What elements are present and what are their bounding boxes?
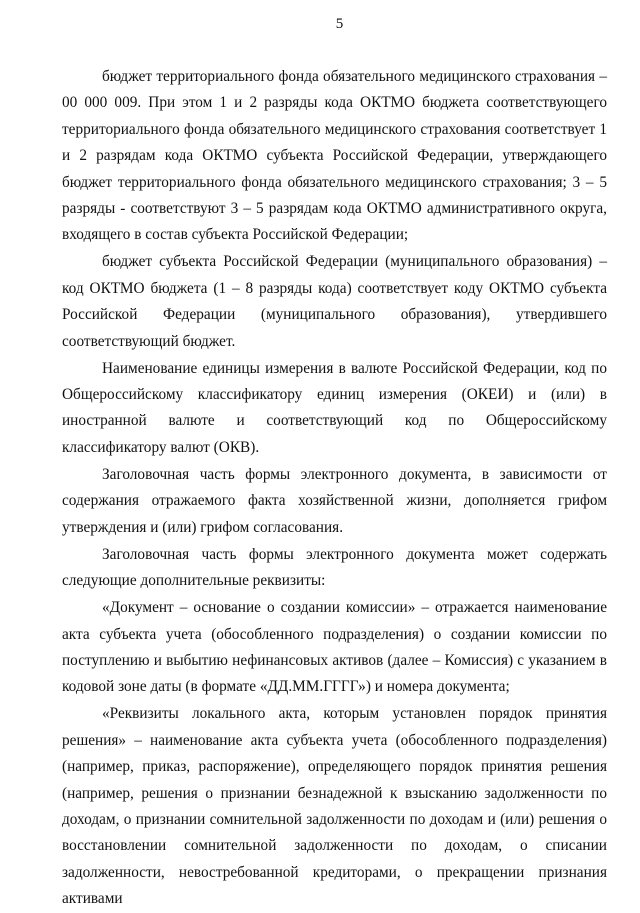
paragraph-commission-document: «Документ – основание о создании комиссии» – отражается наименование акта субъекта учета (обособленного подразделения) о создании комиссии по поступлению и выбытию нефинансовых активов (далее – Комиссия) с указанием в кодовой зоне даты (в формате «ДД.ММ.ГГГГ») и номера документа; [62, 599, 607, 696]
paragraph-currency-unit: Наименование единицы измерения в валюте Российской Федерации, код по Общероссийскому классификатору единиц измерения (ОКЕИ) и (или) в иностранной валюте и соответствующий код по Общероссийскому классификатору валют (ОКВ). [62, 359, 607, 456]
paragraph-budget-subject: бюджет субъекта Российской Федерации (муниципального образования) – код ОКТМО бюджета (1 – 8 разряды кода) соответствует коду ОКТМО субъекта Российской Федерации (муниципального образования), утвердившего соответствующий бюджет. [62, 253, 607, 350]
paragraph-additional-requisites: Заголовочная часть формы электронного документа может содержать следующие дополнительные реквизиты: [62, 545, 607, 590]
paragraph-header-stamps: Заголовочная часть формы электронного документа, в зависимости от содержания отражаемого факта хозяйственной жизни, дополняется грифом утверждения и (или) грифом согласования. [62, 465, 607, 536]
paragraph-budget-tfoms: бюджет территориального фонда обязательного медицинского страхования – 00 000 009. При этом 1 и 2 разряды кода ОКТМО бюджета соответствующего территориального фонда обязательного медицинского страхования соответствует 1 и 2 разрядам кода ОКТМО субъекта Российской Федерации, утверждающего бюджет территориального фонда обязательного медицинского страхования; 3 – 5 разряды - соответствуют 3 – 5 разрядам кода ОКТМО административного округа, входящего в состав субъекта Российской Федерации; [62, 68, 607, 244]
page-number: 5 [335, 16, 344, 32]
paragraph-local-act-requisites: «Реквизиты локального акта, которым установлен порядок принятия решения» – наименование акта субъекта учета (обособленного подразделения) (например, приказ, распоряжение), определяющего порядок принятия решения (например, решения о признании безнадежной к взысканию задолженности по доходам, о признании сомнительной задолженности по доходам и (или) решения о восстановлении сомнительной задолженности по доходам, о списании задолженности, невостребованной кредиторами, о прекращении признания активами [62, 705, 607, 908]
